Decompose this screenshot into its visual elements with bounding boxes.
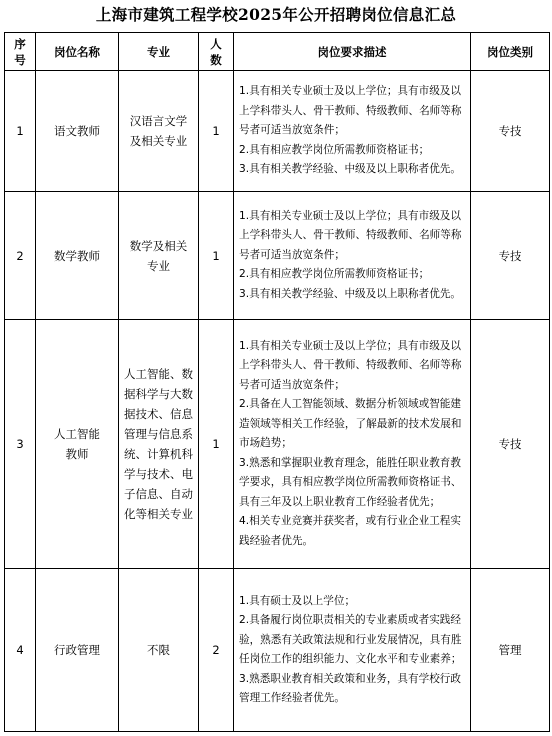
table-row: [5, 71, 550, 192]
row-no: 4: [5, 569, 36, 732]
row-category: 管理: [471, 569, 550, 732]
header-category: 岗位类别: [471, 33, 550, 71]
header-no: 序号: [5, 33, 36, 71]
requirement-item: 1.具有相关专业硕士及以上学位；具有市级及以上学科带头人、骨干教师、特级教师、名师等称号者可适当放宽条件；: [239, 209, 462, 261]
requirement-item: 3.熟悉和掌握职业教育理念，能胜任职业教育教学要求，具有相应教学岗位所需教师资格证书、具有三年及以上职业教育工作经验者优先；: [239, 456, 462, 508]
page-title: 上海市建筑工程学校2025年公开招聘岗位信息汇总: [95, 5, 457, 24]
row-position-name: 人工智能教师: [36, 320, 119, 569]
row-requirements: [234, 569, 471, 732]
row-major: 人工智能、数据科学与大数据技术、信息管理与信息系统、计算机科学与技术、电子信息、自动化等相关专业: [119, 320, 199, 569]
requirement-item: 4.相关专业竞赛并获奖者，或有行业企业工程实践经验者优先。: [239, 515, 461, 547]
row-category: 专技: [471, 320, 550, 569]
header-major: 专业: [119, 33, 199, 71]
requirement-item: 2.具有相应教学岗位所需教师资格证书；: [239, 268, 430, 281]
row-requirements: [234, 320, 471, 569]
requirement-item: 3.熟悉职业教育相关政策和业务，具有学校行政管理工作经验者优先。: [239, 672, 461, 704]
row-major: 数学及相关专业: [119, 192, 199, 320]
requirement-item: 1.具有硕士及以上学位；: [239, 594, 356, 607]
positions-table: [4, 32, 550, 732]
row-count: 1: [199, 71, 234, 192]
row-no: 3: [5, 320, 36, 569]
table-row: [5, 320, 550, 569]
header-requirements: 岗位要求描述: [234, 33, 471, 71]
row-major: 不限: [119, 569, 199, 732]
table-row: [5, 569, 550, 732]
row-count: 2: [199, 569, 234, 732]
table-header-row: [5, 33, 550, 71]
row-count: 1: [199, 320, 234, 569]
row-category: 专技: [471, 192, 550, 320]
row-no: 1: [5, 71, 36, 192]
row-position-name: 行政管理: [36, 569, 119, 732]
row-major: 汉语言文学及相关专业: [119, 71, 199, 192]
row-category: 专技: [471, 71, 550, 192]
requirement-item: 1.具有相关专业硕士及以上学位；具有市级及以上学科带头人、骨干教师、特级教师、名师等称号者可适当放宽条件；: [239, 85, 462, 137]
row-position-name: 数学教师: [36, 192, 119, 320]
requirement-item: 1.具有相关专业硕士及以上学位；具有市级及以上学科带头人、骨干教师、特级教师、名师等称号者可适当放宽条件；: [239, 339, 462, 391]
row-no: 2: [5, 192, 36, 320]
requirement-item: 2.具备在人工智能领域、数据分析领域或智能建造领域等相关工作经验，了解最新的技术发展和市场趋势；: [239, 398, 462, 450]
row-position-name: 语文教师: [36, 71, 119, 192]
requirement-item: 3.具有相关教学经验、中级及以上职称者优先。: [239, 163, 461, 176]
table-row: [5, 192, 550, 320]
requirement-item: 2.具备履行岗位职责相关的专业素质或者实践经验，熟悉有关政策法规和行业发展情况，具有胜任岗位工作的组织能力、文化水平和专业素养；: [239, 614, 462, 665]
requirement-item: 3.具有相关教学经验、中级及以上职称者优先。: [239, 287, 461, 300]
header-count: 人数: [199, 33, 234, 71]
row-count: 1: [199, 192, 234, 320]
row-requirements: [234, 71, 471, 192]
row-requirements: [234, 192, 471, 320]
requirement-item: 2.具有相应教学岗位所需教师资格证书；: [239, 143, 430, 156]
header-name: 岗位名称: [36, 33, 119, 71]
